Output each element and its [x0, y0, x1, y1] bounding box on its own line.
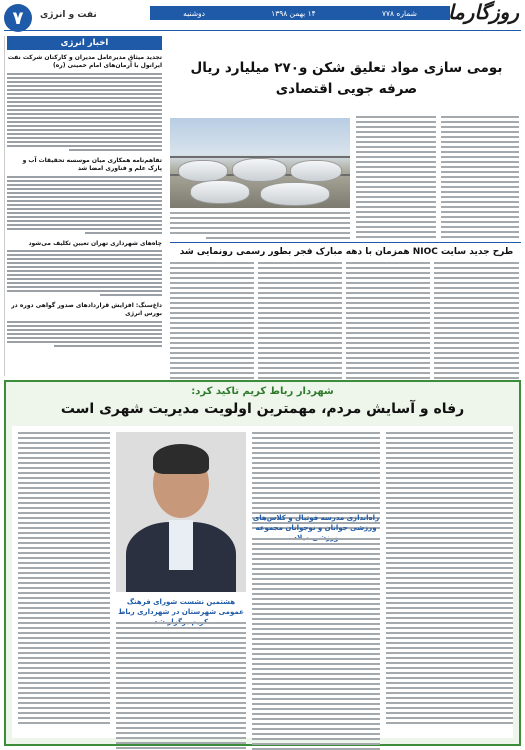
- article-text: [441, 116, 519, 241]
- article-text: [170, 232, 350, 242]
- page-number: ۷: [4, 4, 32, 32]
- sub-headline: طرح جدید سایت NIOC همزمان با دهه مبارک فجر بطور رسمی رونمایی شد: [179, 247, 514, 257]
- refinery-photo: [170, 118, 350, 208]
- news-body: [7, 321, 162, 347]
- feature-title: رفاه و آسایش مردم، مهمترین اولویت مدیریت شهری است: [60, 401, 465, 417]
- issue-date: ۱۴ بهمن ۱۳۹۸: [271, 8, 316, 18]
- news-body: [7, 250, 162, 296]
- portrait-photo: [116, 432, 246, 592]
- divider: [170, 242, 521, 243]
- list-item: [7, 240, 162, 296]
- newspaper-logo: روزگارما: [447, 0, 519, 24]
- news-body: [7, 176, 162, 234]
- list-item: [7, 54, 162, 151]
- news-heading: داغ‌سنگ: افزایش قراردادهای صدور گواهی دوره در بورس انرژی: [11, 301, 162, 318]
- feature-box: [4, 380, 521, 746]
- feature-supertitle: شهردار رباط کریم تاکید کرد:: [191, 386, 334, 397]
- article-text: [18, 432, 110, 727]
- article-text: [356, 116, 436, 241]
- news-heading: تجدید میثاق مدیرعامل مدیران و کارکنان شرکت نفت ایرانول با آرمان‌های امام خمینی (ره): [7, 54, 162, 70]
- article-text: [386, 432, 513, 727]
- section-title: نفت و انرژی: [40, 10, 97, 20]
- feature-body: [12, 426, 513, 738]
- energy-news-column: [4, 36, 164, 376]
- issue-bar: [150, 6, 450, 20]
- main-headline: بومی سازی مواد تعلیق شکن و۲۷۰ میلیارد ریال صرفه جویی اقتصادی: [190, 60, 503, 97]
- list-item: [7, 302, 162, 347]
- energy-column-title: اخبار انرژی: [7, 36, 162, 50]
- list-item: [7, 157, 162, 234]
- issue-day: دوشنبه: [183, 8, 205, 18]
- news-body: [7, 73, 162, 151]
- article-text: [116, 622, 246, 750]
- article-text: [252, 538, 380, 750]
- feature-subheading: راه‌اندازی مدرسه فوتبال و کلاس‌های ورزشی جوانان و نوجوانان مجموعه: [252, 514, 380, 532]
- header-rule: [4, 30, 521, 31]
- news-heading: چاه‌های شهرداری تهران تعیین تکلیف می‌شود: [28, 239, 162, 247]
- page-header: [0, 0, 525, 30]
- feature-subheading: هشتمین نشست شورای فرهنگ عمومی شهرستان در شهرداری رباط: [118, 598, 244, 616]
- news-heading: تفاهم‌نامه همکاری میان موسسه تحقیقات آب و پارک علم و فناوری امضا شد: [22, 156, 162, 173]
- issue-number: شماره ۷۷۸: [381, 8, 417, 18]
